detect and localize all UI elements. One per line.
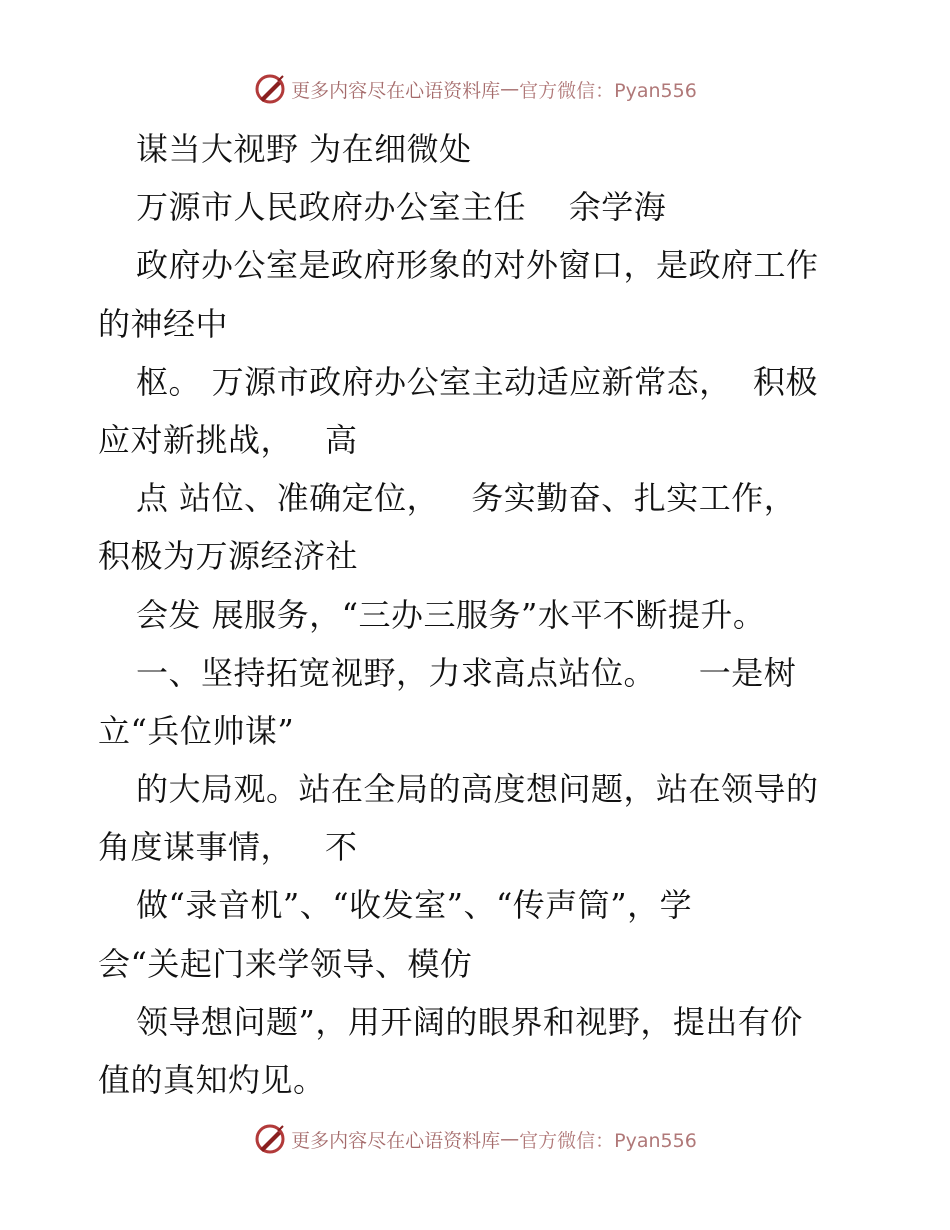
document-line: 会“关起门来学领导、模仿 bbox=[98, 944, 473, 983]
document-line: 的大局观。站在全局的高度想问题，站在领导的 bbox=[136, 770, 819, 809]
watermark-main-text: 更多内容尽在心语资料库 bbox=[291, 1129, 501, 1152]
document-line: 点 站位、准确定位， 务实勤奋、扎实工作， bbox=[136, 479, 797, 518]
document-line: 政府办公室是政府形象的对外窗口，是政府工作 bbox=[136, 246, 819, 285]
header-watermark bbox=[0, 72, 950, 106]
pen-quill-circle-icon bbox=[253, 1122, 287, 1156]
footer-watermark bbox=[0, 1122, 950, 1156]
watermark-wechat-text: 官方微信：Pyan556 bbox=[519, 1129, 697, 1152]
watermark-separator: — bbox=[500, 1128, 520, 1150]
document-line: 角度谋事情， 不 bbox=[98, 828, 358, 867]
document-line: 枢。 万源市政府办公室主动适应新常态， 积极 bbox=[136, 362, 819, 401]
document-line: 的神经中 bbox=[98, 304, 229, 343]
document-line: 万源市人民政府办公室主任 余学海 bbox=[136, 188, 667, 227]
document-line: 值的真知灼见。 bbox=[98, 1061, 326, 1099]
document-line: 积极为万源经济社 bbox=[98, 537, 359, 576]
document-line: 一、坚持拓宽视野，力求高点站位。 一是树 bbox=[136, 653, 797, 692]
document-line: 会发 展服务，“三办三服务”水平不断提升。 bbox=[136, 595, 766, 634]
pen-quill-circle-icon bbox=[253, 72, 287, 106]
document-body bbox=[98, 120, 858, 1109]
document-line: 做“录音机”、“收发室”、“传声筒”，学 bbox=[136, 886, 693, 925]
document-line: 领导想问题”，用开阔的眼界和视野，提出有价 bbox=[136, 1002, 803, 1041]
watermark-main-text: 更多内容尽在心语资料库 bbox=[291, 79, 501, 102]
watermark-wechat-text: 官方微信：Pyan556 bbox=[519, 79, 697, 102]
watermark-separator: — bbox=[500, 78, 520, 100]
document-line: 立“兵位帅谋” bbox=[98, 711, 295, 750]
document-line: 谋当大视野 为在细微处 bbox=[136, 130, 472, 168]
document-line: 应对新挑战， 高 bbox=[98, 420, 358, 459]
